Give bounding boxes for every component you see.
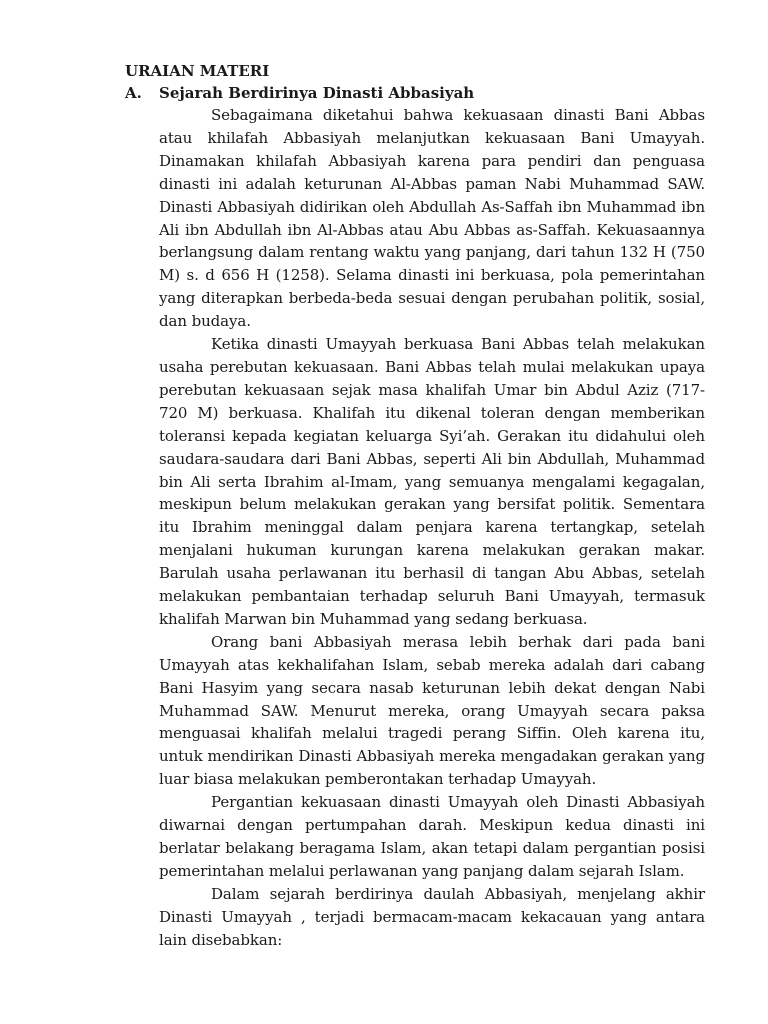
section-heading	[125, 82, 705, 104]
paragraph-3: Orang bani Abbasiyah merasa lebih berhak dari pada bani Umayyah atas kekhalifahan Islam, sebab mereka adalah dari cabang Bani Hasyim yang secara nasab keturunan lebih dekat dengan Nabi Muhammad SAW. Menurut mereka, orang Umayyah secara paksa menguasai khalifah melalui tragedi perang Siffin. Oleh karena itu, untuk mendirikan Dinasti Abbasiyah mereka mengadakan gerakan yang luar biasa melakukan pemberontakan terhadap Umayyah.	[159, 632, 705, 789]
paragraph-4: Pergantian kekuasaan dinasti Umayyah oleh Dinasti Abbasiyah diwarnai dengan pertumpahan darah. Meskipun kedua dinasti ini berlatar belakang beragama Islam, akan tetapi dalam pergantian posisi pemerintahan melalui perlawanan yang panjang dalam sejarah Islam.	[159, 793, 705, 880]
page-title: URAIAN MATERI	[125, 62, 270, 80]
paragraph-2: Ketika dinasti Umayyah berkuasa Bani Abbas telah melakukan usaha perebutan kekuasaan. Bani Abbas telah mulai melakukan upaya perebutan kekuasaan sejak masa khalifah Umar bin Abdul Aziz (717-720 M) berkuasa. Khalifah itu dikenal toleran dengan memberikan toleransi kepada kegiatan keluarga Syi’ah. Gerakan itu didahului oleh saudara-saudara dari Bani Abbas, seperti Ali bin Abdullah, Muhammad bin Ali serta Ibrahim al-Imam, yang semuanya mengalami kegagalan, meskipun belum melakukan gerakan yang bersifat politik. Sementara itu Ibrahim meninggal dalam penjara karena tertangkap, setelah menjalani hukuman kurungan karena melakukan gerakan makar. Barulah usaha perlawanan itu berhasil di tangan Abu Abbas, setelah melakukan pembantaian terhadap seluruh Bani Umayyah, termasuk khalifah Marwan bin Muhammad yang sedang berkuasa.	[159, 335, 705, 628]
section-marker: A.	[125, 84, 142, 102]
paragraph-1: Sebagaimana diketahui bahwa kekuasaan dinasti Bani Abbas atau khilafah Abbasiyah melanjutkan kekuasaan Bani Umayyah. Dinamakan khilafah Abbasiyah karena para pendiri dan penguasa dinasti ini adalah keturunan Al-Abbas paman Nabi Muhammad SAW. Dinasti Abbasiyah didirikan oleh Abdullah As-Saffah ibn Muhammad ibn Ali ibn Abdullah ibn Al-Abbas atau Abu Abbas as-Saffah. Kekuasaannya berlangsung dalam rentang waktu yang panjang, dari tahun 132 H (750 M) s. d 656 H (1258). Selama dinasti ini berkuasa, pola pemerintahan yang diterapkan berbeda-beda sesuai dengan perubahan politik, sosial, dan budaya.	[159, 106, 705, 331]
section-title: Sejarah Berdirinya Dinasti Abbasiyah	[159, 84, 475, 102]
paragraph-5: Dalam sejarah berdirinya daulah Abbasiyah, menjelang akhir Dinasti Umayyah , terjadi bermacam-macam kekacauan yang antara lain disebabkan:	[159, 884, 705, 949]
section-body	[159, 104, 705, 952]
document-page	[125, 60, 705, 952]
